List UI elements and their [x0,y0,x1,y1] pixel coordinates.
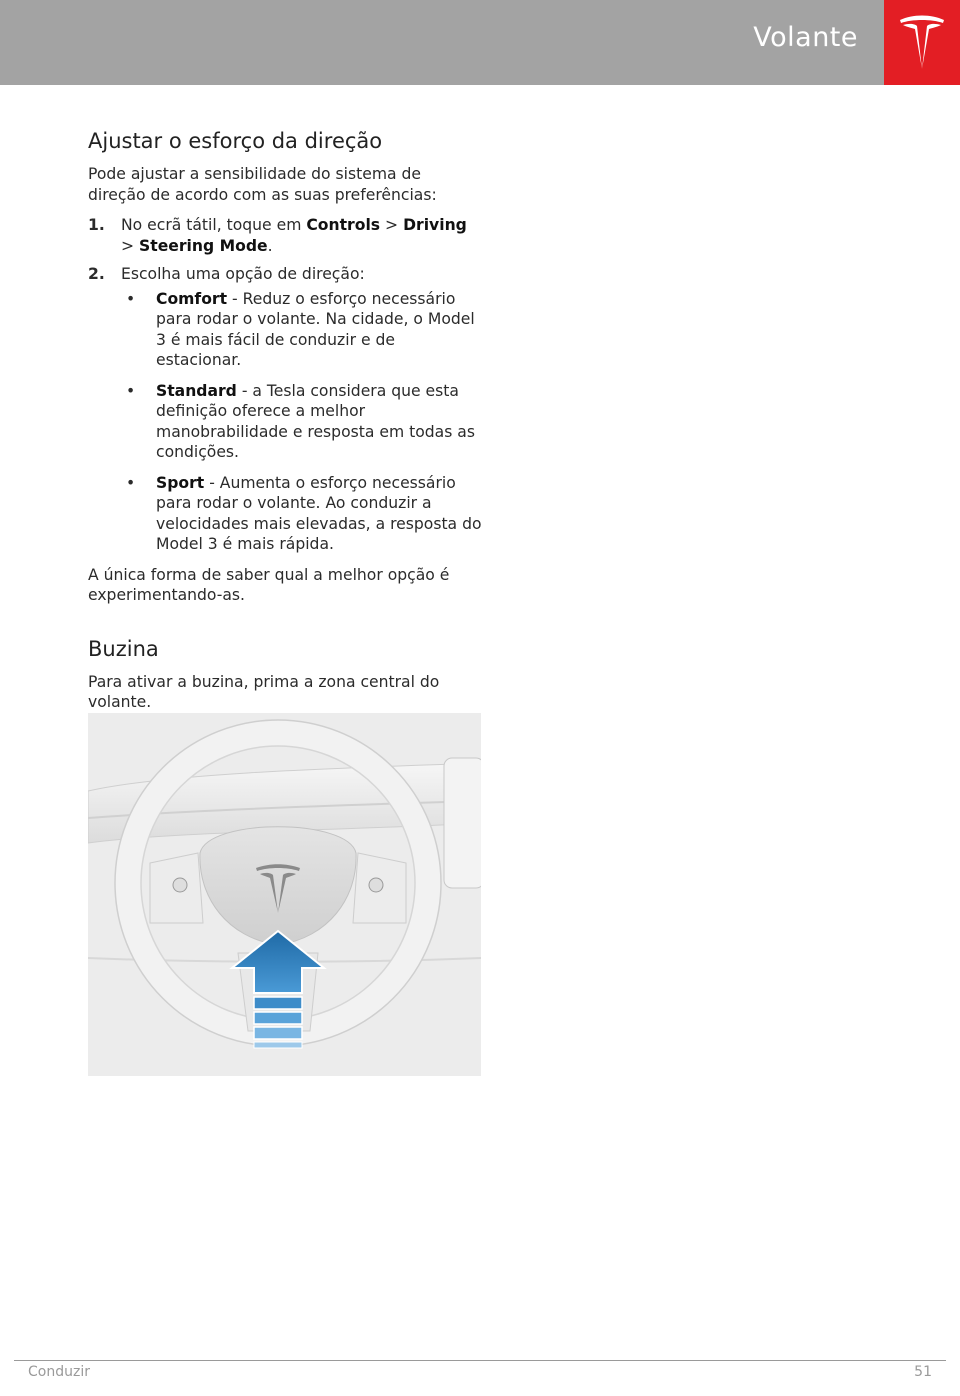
step-end: . [267,236,273,255]
controls-label: Controls [306,216,381,234]
steering-options-list [121,289,483,555]
option-sport [121,473,483,555]
footer-divider [14,1360,946,1361]
tesla-logo [884,0,960,85]
section-heading-horn: Buzina [88,636,159,661]
horn-text: Para ativar a buzina, prima a zona central do volante. [88,672,440,711]
option-name: Standard [156,381,237,400]
step-text: Escolha uma opção de direção: [121,265,365,283]
steering-mode-label: Steering Mode [139,236,268,255]
page-title: Volante [753,22,858,53]
option-standard [121,381,483,463]
header-bar [0,0,884,85]
tesla-t-icon [899,15,945,69]
main-content [88,128,483,723]
step-number: 2. [88,265,105,283]
separator: > [380,216,404,234]
option-desc: - Reduz o esforço necessário para rodar o volante. Na cidade, o Model 3 é mais fácil de conduzir e de estacionar. [156,289,475,369]
step-2 [88,264,483,555]
option-desc: - a Tesla considera que esta definição oferece a melhor manobrabilidade e resposta em todas as condições. [156,381,475,461]
steps-list [88,215,483,555]
page-number: 51 [914,1364,932,1380]
separator: > [121,236,140,255]
steering-intro: Pode ajustar a sensibilidade do sistema de direção de acordo com as suas preferências: [88,165,437,204]
option-desc: - Aumenta o esforço necessário para rodar o volante. Ao conduzir a velocidades mais elevadas, a resposta do Model 3 é mais rápida. [156,473,482,553]
option-name: Sport [156,473,205,492]
steering-outro: A única forma de saber qual a melhor opção é experimentando-as. [88,565,450,604]
option-comfort [121,289,483,371]
step-number: 1. [88,216,105,234]
step-text: No ecrã tátil, toque em [121,216,307,234]
footer-section: Conduzir [28,1364,90,1380]
step-1 [88,215,483,256]
steering-wheel-horn-illustration [88,713,481,1076]
driving-label: Driving [403,216,467,234]
option-name: Comfort [156,289,228,308]
section-heading-steering-effort: Ajustar o esforço da direção [88,129,383,153]
